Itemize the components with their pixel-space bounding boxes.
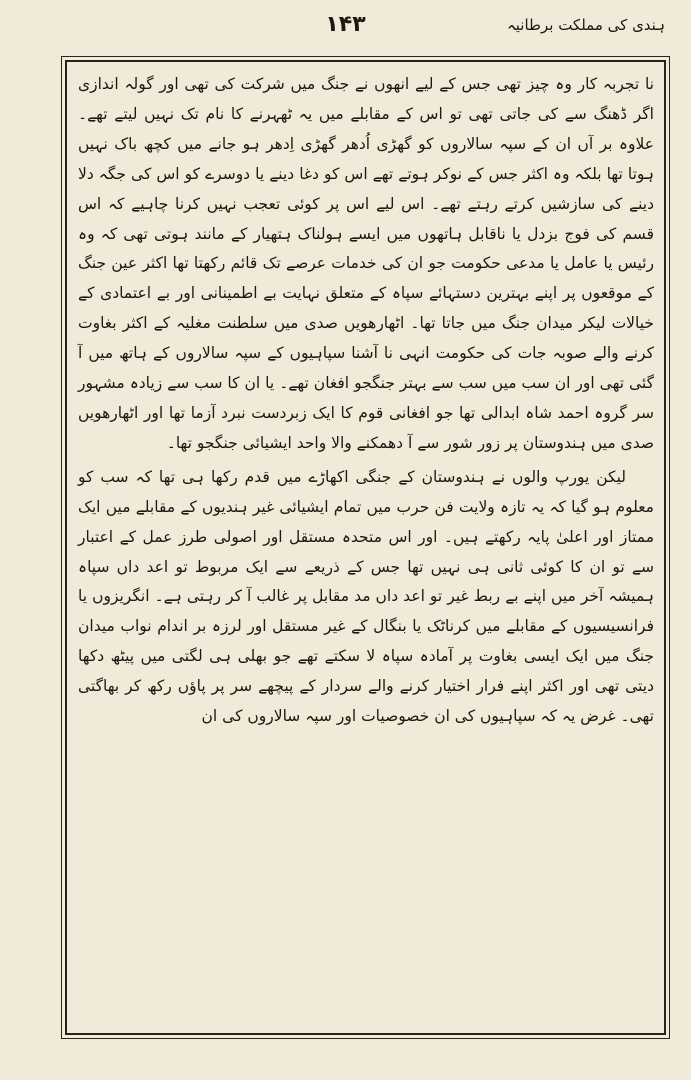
body-text: [78, 70, 654, 732]
page-number: ۱۴۳: [325, 12, 366, 37]
running-head: ہندی کی مملکت برطانیہ: [506, 16, 665, 34]
paragraph: نا تجربہ کار وہ چیز تھی جس کے لیے انھوں نے جنگ میں شرکت کی تھی اور گولہ اندازی اگر ڈھنگ سے کی جاتی تھی تو اس کے مقابلے میں یہ ٹھہرنے کا نام تک نہیں لیتے تھے۔ علاوہ بر آں ان کے سپہ سالاروں کو گھڑی اُدھر گھڑی اِدھر ہو جانے میں کچھ باک نہیں ہوتا تھا بلکہ وہ اکثر جس کے نوکر ہوتے تھے اس کو دغا دینے یا دوسرے کو اس کی جگہ دلا دینے کی سازشیں کرتے رہتے تھے۔ اس لیے اس پر کوئی تعجب نہیں کرنا چاہیے کہ اس قسم کی فوج بزدل یا ناقابل ہاتھوں میں ایسے ہولناک ہتھیار کے مانند ہوتی تھی کہ وہ رئیس یا عامل یا مدعی حکومت جو ان کی خدمات عرصے تک قائم رکھتا تھا اکثر عین جنگ کے موقعوں پر اپنے بہترین دستہائے سپاہ کے متعلق نہایت بے اطمینانی اور بے اعتمادی کے خیالات لیکر میدان جنگ میں جاتا تھا۔ اٹھارھویں صدی میں سلطنت مغلیہ کے اکثر بغاوت کرنے والے صوبہ جات کی حکومت انہی نا آشنا سپاہیوں کے سپہ سالاروں کے ہاتھ میں آ گئی تھی اور ان سب میں سب سے بہتر جنگجو افغان تھے۔ یا ان کا سب سے زیادہ مشہور سر گروہ احمد شاہ ابدالی تھا جو افغانی قوم کا ایک زبردست نبرد آزما تھا اور اٹھارھویں صدی میں ہندوستان پر زور شور سے آ دھمکنے والا واحد ایشیائی جنگجو تھا۔: [78, 75, 654, 452]
paragraph: لیکن یورپ والوں نے ہندوستان کے جنگی اکھاڑے میں قدم رکھا ہی تھا کہ سب کو معلوم ہو گیا کہ یہ تازہ ولایت فن حرب میں تمام ایشیائی غیر ہندیوں کے مقابلے میں ایک ممتاز اور اعلیٰ پایہ رکھتے ہیں۔ اور اس متحدہ مستقل اور اصولی طرز عمل کے اعتبار سے تو ان کا کوئی ثانی ہی نہیں تھا جس کے ذریعے سے ایک مربوط تو اعد داں سپاہ ہمیشہ آخر میں اپنے بے ربط غیر تو اعد داں مد مقابل پر غالب آ کر رہتی ہے۔ انگریزوں یا فرانسیسیوں کے مقابلے میں کرناٹک یا بنگال کے غیر مستقل اور لرزہ بر اندام نواب میدان جنگ میں ایک ایسی بغاوت پر آمادہ سپاہ لا سکتے تھے جو بھلی ہی لگتی میں پیٹھ دکھا دیتی تھی اور اکثر اپنے فرار اختیار کرنے والے سردار کے پیچھے سر پر پاؤں رکھ کر بھاگتی تھی۔ غرض یہ کہ سپاہیوں کی ان خصوصیات اور سپہ سالاروں کی ان: [78, 467, 654, 726]
